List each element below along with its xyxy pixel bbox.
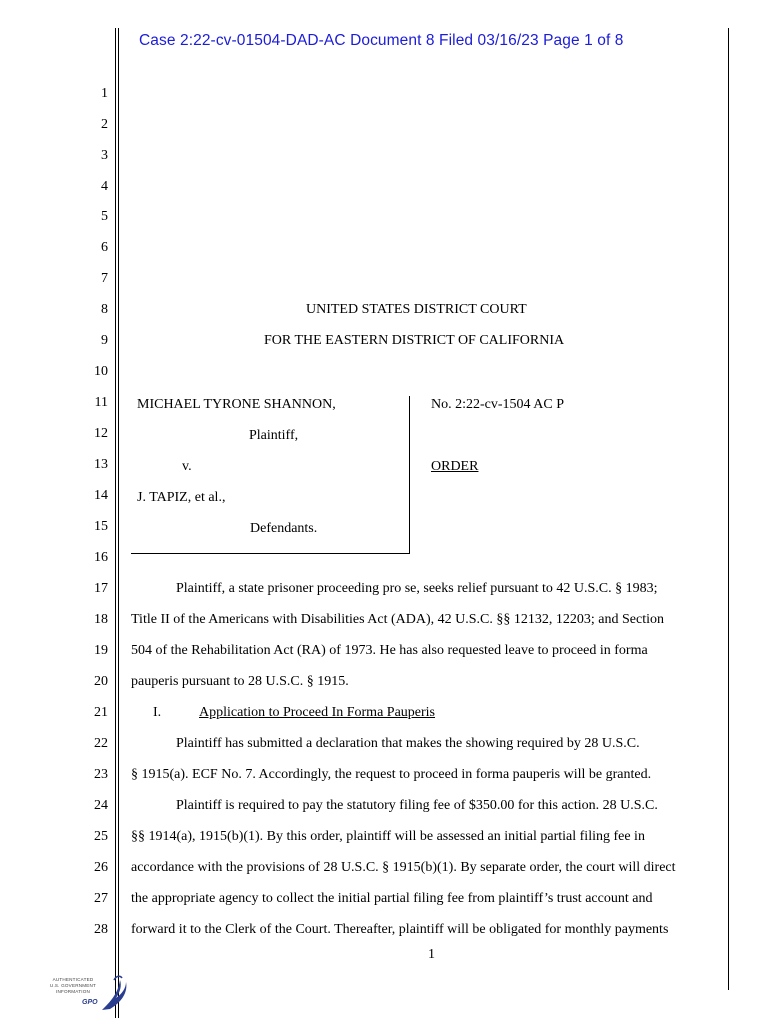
line-number: 4 — [101, 179, 108, 194]
line-number: 22 — [94, 736, 108, 751]
seal-gpo-mark: GPO — [82, 999, 98, 1006]
versus: v. — [182, 459, 192, 474]
line-number: 16 — [94, 550, 108, 565]
gpo-authentication-seal — [40, 972, 130, 1014]
line-number: 13 — [94, 457, 108, 472]
line-number: 14 — [94, 488, 108, 503]
seal-text-authenticated: AUTHENTICATED — [52, 977, 94, 982]
line-number: 25 — [94, 829, 108, 844]
paragraph-2-line-4: the appropriate agency to collect the initial partial filing fee from plaintiff’s trust account and — [131, 891, 653, 906]
section-heading: Application to Proceed In Forma Pauperis — [199, 705, 436, 720]
intro-line-4: pauperis pursuant to 28 U.S.C. § 1915. — [131, 674, 349, 689]
line-number: 11 — [94, 395, 108, 410]
left-margin-rule-outer — [115, 28, 116, 1018]
line-number: 27 — [94, 891, 108, 906]
defendant-name: J. TAPIZ, et al., — [137, 490, 226, 505]
line-number: 18 — [94, 612, 108, 627]
line-number: 10 — [94, 364, 108, 379]
line-number: 3 — [101, 148, 108, 163]
line-number: 23 — [94, 767, 108, 782]
line-number: 15 — [94, 519, 108, 534]
left-margin-rule-inner — [118, 28, 119, 1018]
line-number: 24 — [94, 798, 108, 813]
seal-text-government: U.S. GOVERNMENT — [49, 983, 97, 988]
line-number: 20 — [94, 674, 108, 689]
caption-vertical-rule — [409, 396, 410, 554]
defendant-role: Defendants. — [250, 521, 318, 536]
intro-line-2: Title II of the Americans with Disabilities Act (ADA), 42 U.S.C. §§ 12132, 12203; and Section — [131, 612, 664, 627]
seal-text-information: INFORMATION — [55, 989, 90, 994]
line-number: 8 — [101, 302, 108, 317]
line-number: 7 — [101, 271, 108, 286]
case-number: No. 2:22-cv-1504 AC P — [431, 397, 564, 412]
right-margin-rule — [728, 28, 729, 990]
line-number: 17 — [94, 581, 108, 596]
line-number: 21 — [94, 705, 108, 720]
line-number: 6 — [101, 240, 108, 255]
line-number: 28 — [94, 922, 108, 937]
eagle-icon — [40, 972, 130, 1014]
plaintiff-name: MICHAEL TYRONE SHANNON, — [137, 397, 336, 412]
page-number: 1 — [428, 947, 435, 962]
caption-horizontal-rule — [131, 553, 410, 554]
line-number: 5 — [101, 209, 108, 224]
court-district: FOR THE EASTERN DISTRICT OF CALIFORNIA — [264, 333, 565, 348]
paragraph-2-line-3: accordance with the provisions of 28 U.S.C. § 1915(b)(1). By separate order, the court will direct — [131, 860, 676, 875]
paragraph-1-line-1: Plaintiff has submitted a declaration that makes the showing required by 28 U.S.C. — [176, 736, 640, 751]
case-filing-header: Case 2:22-cv-01504-DAD-AC Document 8 Filed 03/16/23 Page 1 of 8 — [139, 32, 624, 49]
intro-line-3: 504 of the Rehabilitation Act (RA) of 1973. He has also requested leave to proceed in forma — [131, 643, 648, 658]
document-title: ORDER — [431, 459, 479, 474]
court-name: UNITED STATES DISTRICT COURT — [306, 302, 527, 317]
line-number: 26 — [94, 860, 108, 875]
plaintiff-role: Plaintiff, — [249, 428, 299, 443]
line-number: 19 — [94, 643, 108, 658]
paragraph-2-line-1: Plaintiff is required to pay the statutory filing fee of $350.00 for this action. 28 U.S.C. — [176, 798, 658, 813]
line-number: 12 — [94, 426, 108, 441]
line-number: 1 — [101, 86, 108, 101]
line-number: 9 — [101, 333, 108, 348]
line-number: 2 — [101, 117, 108, 132]
paragraph-2-line-5: forward it to the Clerk of the Court. Thereafter, plaintiff will be obligated for monthly payments — [131, 922, 669, 937]
paragraph-1-line-2: § 1915(a). ECF No. 7. Accordingly, the request to proceed in forma pauperis will be granted. — [131, 767, 652, 782]
section-number: I. — [153, 705, 162, 720]
intro-line-1: Plaintiff, a state prisoner proceeding pro se, seeks relief pursuant to 42 U.S.C. § 1983; — [176, 581, 658, 596]
paragraph-2-line-2: §§ 1914(a), 1915(b)(1). By this order, plaintiff will be assessed an initial partial filing fee in — [131, 829, 645, 844]
